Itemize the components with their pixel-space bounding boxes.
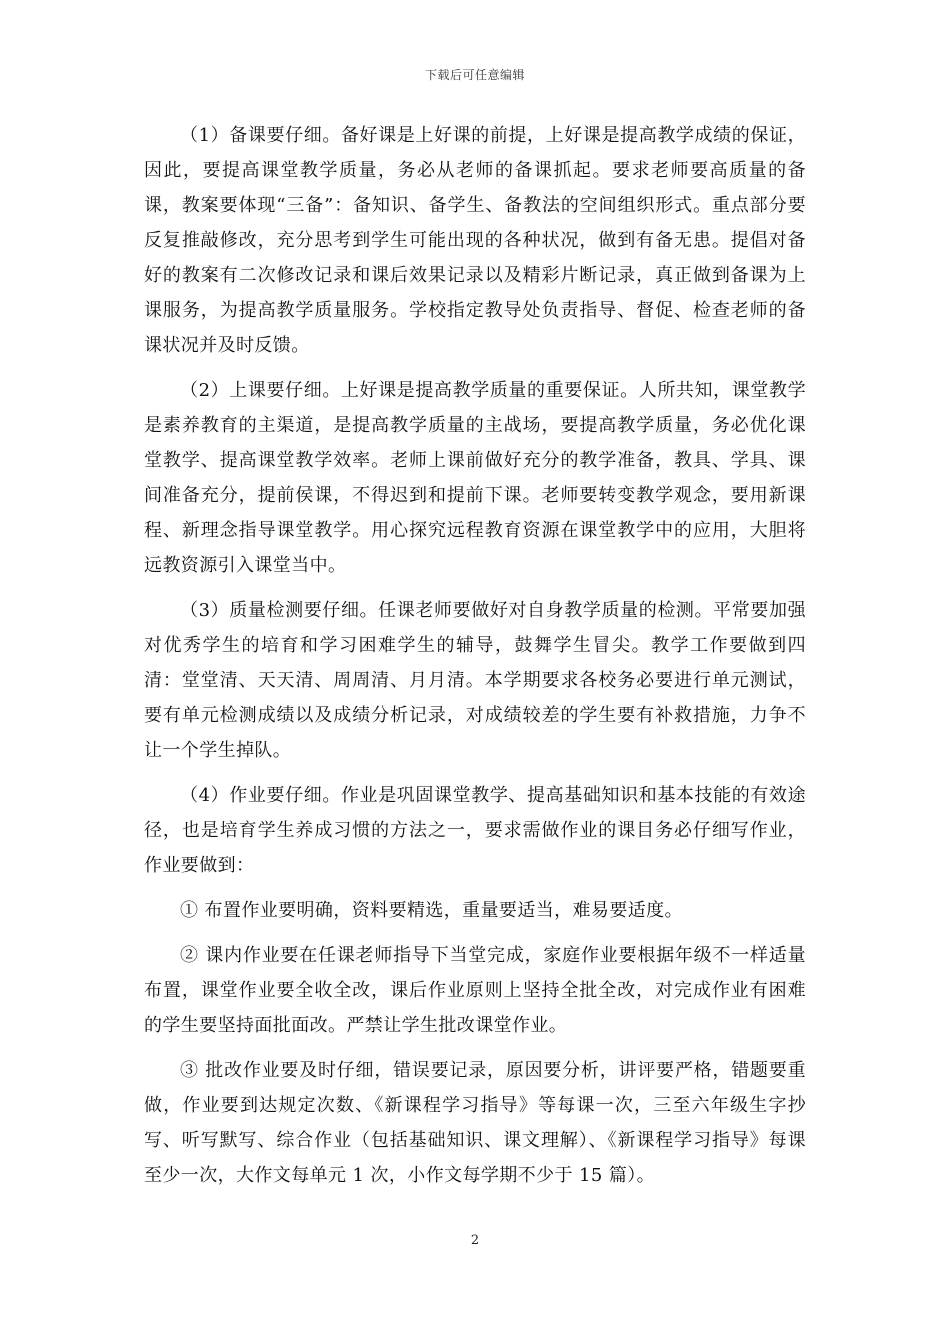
list-item-in-class-homework: ② 课内作业要在任课老师指导下当堂完成，家庭作业要根据年级不一样适量布置，课堂作业要全收全改，课后作业原则上坚持全批全改，对完成作业有困难的学生要坚持面批面改。严禁让学生批改课堂作业。 bbox=[144, 945, 806, 1036]
document-body bbox=[144, 118, 806, 1203]
paragraph-homework: （4）作业要仔细。作业是巩固课堂教学、提高基础知识和基本技能的有效途径，也是培育学生养成习惯的方法之一，要求需做作业的课目务必仔细写作业，作业要做到： bbox=[144, 785, 806, 876]
page-header: 下载后可任意编辑 bbox=[424, 68, 525, 82]
paragraph-class-teaching: （2）上课要仔细。上好课是提高教学质量的重要保证。人所共知，课堂教学是素养教育的主渠道，是提高教学质量的主战场，要提高教学质量，务必优化课堂教学、提高课堂教学效率。老师上课前做好充分的教学准备，教具、学具、课间准备充分，提前侯课，不得迟到和提前下课。老师要转变教学观念，要用新课程、新理念指导课堂教学。用心探究远程教育资源在课堂教学中的应用，大胆将远教资源引入课堂当中。 bbox=[144, 380, 806, 576]
list-item-homework-assignment: ① 布置作业要明确，资料要精选，重量要适当，难易要适度。 bbox=[180, 900, 683, 921]
list-item-homework-correction: ③ 批改作业要及时仔细，错误要记录，原因要分析，讲评要严格，错题要重做，作业要到达规定次数、《新课程学习指导》等每课一次，三至六年级生字抄写、听写默写、综合作业（包括基础知识、课文理解）、《新课程学习指导》每课至少一次，大作文每单元 1 次，小作文每学期不少于 15 篇）。 bbox=[144, 1060, 806, 1186]
paragraph-quality-testing: （3）质量检测要仔细。任课老师要做好对自身教学质量的检测。平常要加强对优秀学生的培育和学习困难学生的辅导，鼓舞学生冒尖。教学工作要做到四清：堂堂清、天天清、周周清、月月清。本学期要求各校务必要进行单元测试，要有单元检测成绩以及成绩分析记录，对成绩较差的学生要有补救措施，力争不让一个学生掉队。 bbox=[144, 600, 806, 761]
paragraph-lesson-preparation: （1）备课要仔细。备好课是上好课的前提，上好课是提高教学成绩的保证，因此，要提高课堂教学质量，务必从老师的备课抓起。要求老师要高质量的备课，教案要体现“三备”：备知识、备学生、备教法的空间组织形式。重点部分要反复推敲修改，充分思考到学生可能出现的各种状况，做到有备无患。提倡对备好的教案有二次修改记录和课后效果记录以及精彩片断记录，真正做到备课为上课服务，为提高教学质量服务。学校指定教导处负责指导、督促、检查老师的备课状况并及时反馈。 bbox=[144, 125, 806, 356]
page-number: 2 bbox=[470, 1233, 480, 1248]
